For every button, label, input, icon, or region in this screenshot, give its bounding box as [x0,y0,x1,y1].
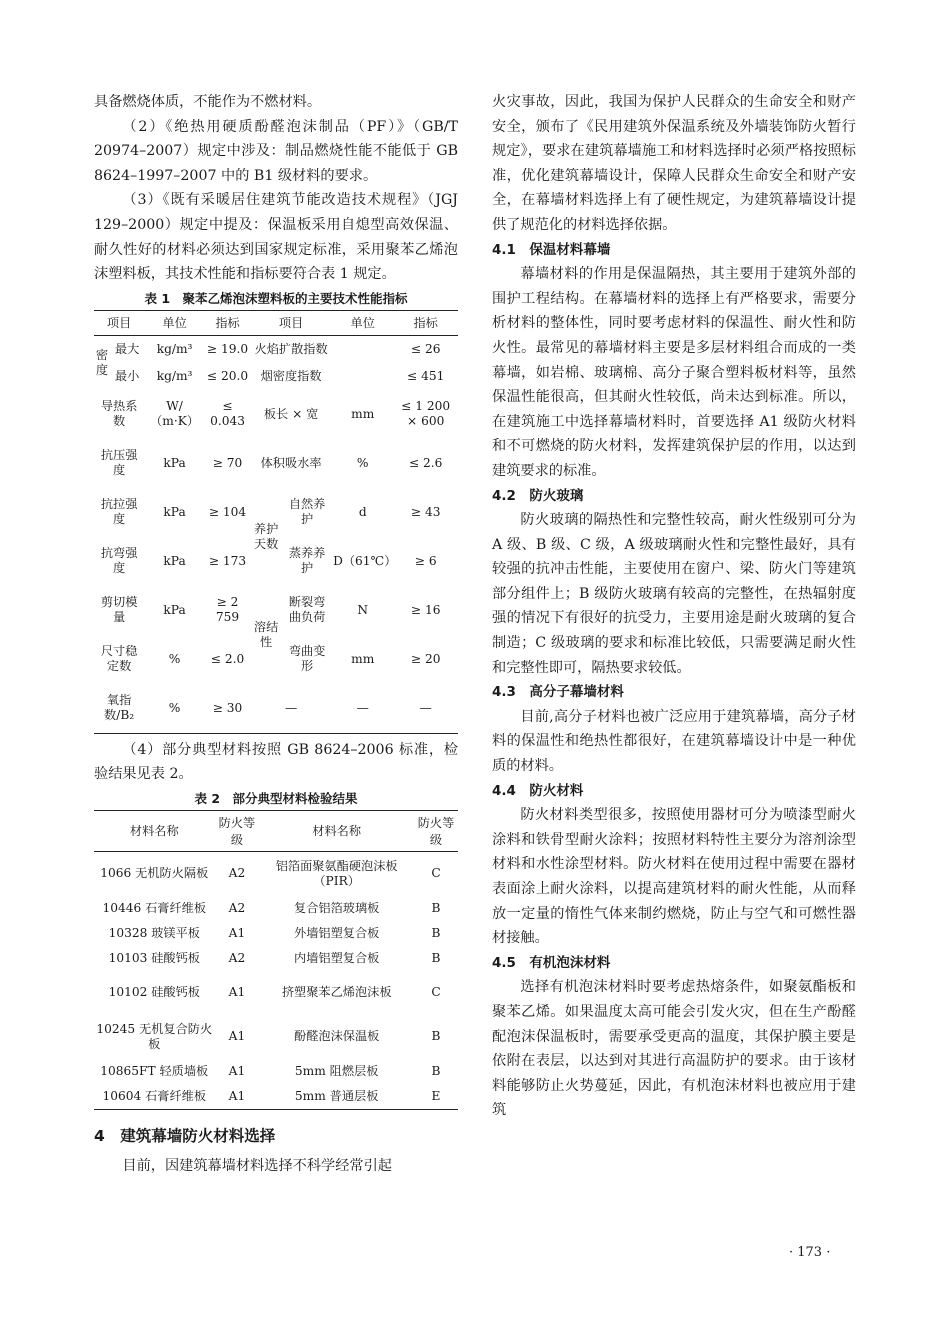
table-cell: A1 [228,1088,246,1103]
table-cell: kPa [163,553,186,568]
table-cell: ≤ 451 [406,368,445,383]
table-cell: ≥ 19.0 [206,341,249,356]
table-cell: 溶结性 [253,619,279,649]
table-cell: ≤ 2.6 [408,455,443,470]
table-cell: B [431,925,441,940]
table-row [94,921,458,946]
table-cell: 5mm 阻燃层板 [294,1063,379,1078]
table-cell: 10865FT 轻质墙板 [100,1063,209,1078]
table2 [94,810,458,1110]
table-cell: — [356,700,369,715]
table-cell: ≥ 2 759 [215,595,240,625]
table-row [94,390,458,439]
table-cell: B [431,900,441,915]
table-cell: A1 [228,925,246,940]
table-cell: % [168,651,181,666]
table-cell: 1066 无机防火隔板 [100,866,209,881]
table-cell: ≤ 26 [410,341,441,356]
table-cell: ≥ 16 [410,602,441,617]
table-cell: C [431,985,441,1000]
table-cell: 密度 [95,347,109,377]
table-cell: B [431,1029,441,1044]
table-cell: 挤塑聚苯乙烯泡沫板 [281,985,392,1000]
table2-caption: 表 2 部分典型材料检验结果 [194,790,358,806]
table-row [94,851,458,896]
table-cell: A1 [228,1063,246,1078]
table-cell: 10446 石膏纤维板 [102,900,207,915]
table-cell: 体积吸水率 [260,455,322,470]
paragraph: 幕墙材料的作用是保温隔热，其主要用于建筑外部的围护工程结构。在幕墙材料的选择上有严格要求，需要分析材料的整体性，同时要考虑材料的保温性、耐火性和防火性。最常见的幕墙材料主要是多层材料组合而成的一类幕墙，如岩棉、玻璃棉、高分子聚合塑料板材料等，虽然保温性能很高，但其耐火性较低，尚未达到标准。所以，在建筑施工中选择幕墙材料时，首要选择 A1 级防火材料和不可燃烧的防火材料，发挥建筑保护层的作用，以达到建筑要求的标准。 [492,266,856,479]
table-cell: ≥ 104 [208,504,247,519]
table-cell: ≤ 0.043 [210,399,245,429]
table-cell: 10328 玻镁平板 [108,925,200,940]
table-header: 材料名称 [94,810,215,851]
table-row [94,335,458,363]
table-row [94,684,458,734]
table-row [94,586,458,635]
table-cell: 火焰扩散指数 [254,341,328,356]
table-cell: 最大 [114,341,140,356]
paragraph: 选择有机泡沫材料时要考虑热熔条件，如聚氨酯板和聚苯乙烯。如果温度太高可能会引发火灾，但在生产酚醛配泡沫保温板时，需要承受更高的温度，其保护膜主要是依附在表层，以达到对其进行高温防护的要求。由于该材料能够防止火势蔓延，因此，有机泡沫材料也被应用于建筑 [492,979,856,1119]
table-cell: A2 [228,900,246,915]
table-cell: 最小 [114,368,140,383]
table-cell: 10604 石膏纤维板 [102,1088,207,1103]
table-row [94,1059,458,1084]
table-row [94,946,458,971]
table-header: 指标 [393,310,458,335]
right-column [492,90,856,1123]
table-header: 项目 [250,310,332,335]
table-cell: ≤ 2.0 [210,651,245,666]
left-column [94,90,458,1179]
paragraph: （4）部分典型材料按照 GB 8624–2006 标准，检验结果见表 2。 [94,741,458,783]
table-header: 防火等级 [215,810,260,851]
table-cell: ≥ 20 [410,651,441,666]
table-cell: % [356,455,369,470]
table-header: 单位 [332,310,393,335]
table-cell: 氧指数/B₂ [104,693,135,723]
table-cell: 断裂弯曲负荷 [288,595,326,625]
table-cell: A1 [228,1029,246,1044]
table-cell: 内墙铝塑复合板 [294,950,380,965]
table-header: 材料名称 [259,810,414,851]
section-heading: 4.2 防火玻璃 [492,487,584,504]
table-header: 指标 [205,310,250,335]
table-cell: B [431,1063,441,1078]
paragraph: （2）《绝热用硬质酚醛泡沫制品（PF）》（GB/T 20974–2007）规定中涉及：制品燃烧性能不能低于 GB 8624–1997–2007 中的 B1 级材料的要求。 [94,118,458,184]
section-heading: 4.3 高分子幕墙材料 [492,684,624,701]
table-cell [332,363,393,390]
table-cell: N [357,602,369,617]
page-number: · 173 · [789,1245,831,1260]
table-header: 项目 [94,310,144,335]
table-cell: 剪切模量 [100,595,138,625]
table-header: 单位 [144,310,205,335]
table-cell: 铝箔面聚氨酯硬泡沫板（PIR） [275,858,398,888]
table-cell: 外墙铝塑复合板 [294,925,380,940]
table-cell: ≥ 43 [410,504,441,519]
table-cell: B [431,950,441,965]
table-cell: A1 [228,985,246,1000]
table1 [94,310,458,734]
table-cell: C [431,866,441,881]
table-row [94,1084,458,1110]
table-cell: 抗压强度 [100,448,138,478]
paragraph: 目前，因建筑幕墙材料选择不科学经常引起 [122,1157,392,1174]
table-cell: 弯曲变形 [288,644,326,674]
paragraph: 防火玻璃的隔热性和完整性较高，耐火性级别可分为 A 级、B 级、C 级，A 级玻璃耐火性和完整性最好，具有较强的抗冲击性能，主要使用在窗户、梁、防火门等建筑部分组件上；B 级防火玻璃有较高的完整性，在热辐射度强的情况下有很好的抗受力，主要用途是耐火玻璃的复合制造；C 级玻璃的要求和标准比较低，只需要满足耐火性和完整性即可，隔热要求较低。 [492,512,856,676]
table-cell: A2 [228,950,246,965]
table-cell: — [419,700,432,715]
table-cell: 酚醛泡沫保温板 [294,1029,380,1044]
table-row [94,971,458,1015]
table-cell: ≥ 173 [208,553,247,568]
section-heading: 4.4 防火材料 [492,782,584,799]
table-cell: kPa [163,455,186,470]
table-cell: ≥ 30 [212,700,243,715]
table-cell: ≥ 6 [414,553,437,568]
section-4-heading: 4 建筑幕墙防火材料选择 [94,1126,276,1145]
table-row [94,1015,458,1059]
table-cell: kPa [163,504,186,519]
table-cell: 板长 × 宽 [263,406,319,421]
table-row [94,363,458,390]
table-cell: kg/m³ [156,368,193,383]
section-heading: 4.5 有机泡沫材料 [492,954,611,971]
paragraph: 火灾事故，因此，我国为保护人民群众的生命安全和财产安全，颁布了《民用建筑外保温系统及外墙装饰防火暂行规定》，要求在建筑幕墙施工和材料选择时必须严格按照标准，优化建筑幕墙设计，保障人民群众生命安全和财产安全，在幕墙材料选择上有了硬性规定，为建筑幕墙设计提供了规范化的材料选择依据。 [492,94,856,233]
table-cell: 10102 硅酸钙板 [108,985,200,1000]
table-cell: W/（m·K） [150,399,200,429]
table-cell: D（61℃） [333,553,397,568]
table-cell: 抗弯强度 [100,546,138,576]
paragraph: 目前,高分子材料也被广泛应用于建筑幕墙，高分子材料的保温性和绝热性都很好，在建筑幕墙设计中是一种优质的材料。 [492,708,856,775]
paragraph: 具备燃烧体质，不能作为不燃材料。 [94,94,322,110]
table-cell: ≤ 20.0 [206,368,249,383]
table-cell: 自然养护 [288,497,326,527]
table-cell: 复合铝箔玻璃板 [294,900,380,915]
table-row [94,896,458,921]
table-cell [332,335,393,363]
table-cell: 5mm 普通层板 [294,1088,379,1103]
table-cell: A2 [228,866,246,881]
table-cell: 尺寸稳定数 [100,644,138,674]
table-cell: kPa [163,602,186,617]
table-cell: ≤ 1 200 × 600 [401,399,451,429]
table-cell: 蒸养养护 [288,546,326,576]
table-cell: 抗拉强度 [100,497,138,527]
table-cell: E [431,1088,441,1103]
table-cell: 养护天数 [253,521,279,551]
section-heading: 4.1 保温材料幕墙 [492,241,611,258]
table-cell: % [168,700,181,715]
table-row [94,439,458,488]
table-cell: ≥ 70 [212,455,243,470]
table-header: 防火等级 [414,810,458,851]
table-cell: d [358,504,367,519]
paragraph: （3）《既有采暖居住建筑节能改造技术规程》（JGJ 129–2000）规定中提及：保温板采用自熄型高效保温、耐久性好的材料必须达到国家规定标准，采用聚苯乙烯泡沫塑料板，其技术性能和指标要符合表 1 规定。 [94,192,458,283]
table1-caption: 表 1 聚苯乙烯泡沫塑料板的主要技术性能指标 [144,290,408,306]
table-cell: — [285,700,298,715]
table-cell: 10103 硅酸钙板 [108,950,200,965]
table-cell: 导热系数 [100,399,138,429]
table-cell: mm [351,406,375,421]
table2-header-row [94,810,458,851]
paragraph: 防火材料类型很多，按照使用器材可分为喷漆型耐火涂料和铁骨型耐火涂料；按照材料特性主要分为溶剂涂型材料和水性涂型材料。防火材料在使用过程中需要在器材表面涂上耐火涂料，以提高建筑材料的耐火性能，从而释放一定量的惰性气体来制约燃烧，防止与空气和可燃性器材接触。 [492,807,856,947]
table-cell: kg/m³ [156,341,193,356]
table-cell: mm [351,651,375,666]
table-row [94,488,458,537]
table1-header-row [94,310,458,335]
table-cell: 烟密度指数 [260,368,322,383]
table-cell: 10245 无机复合防火板 [96,1021,213,1051]
